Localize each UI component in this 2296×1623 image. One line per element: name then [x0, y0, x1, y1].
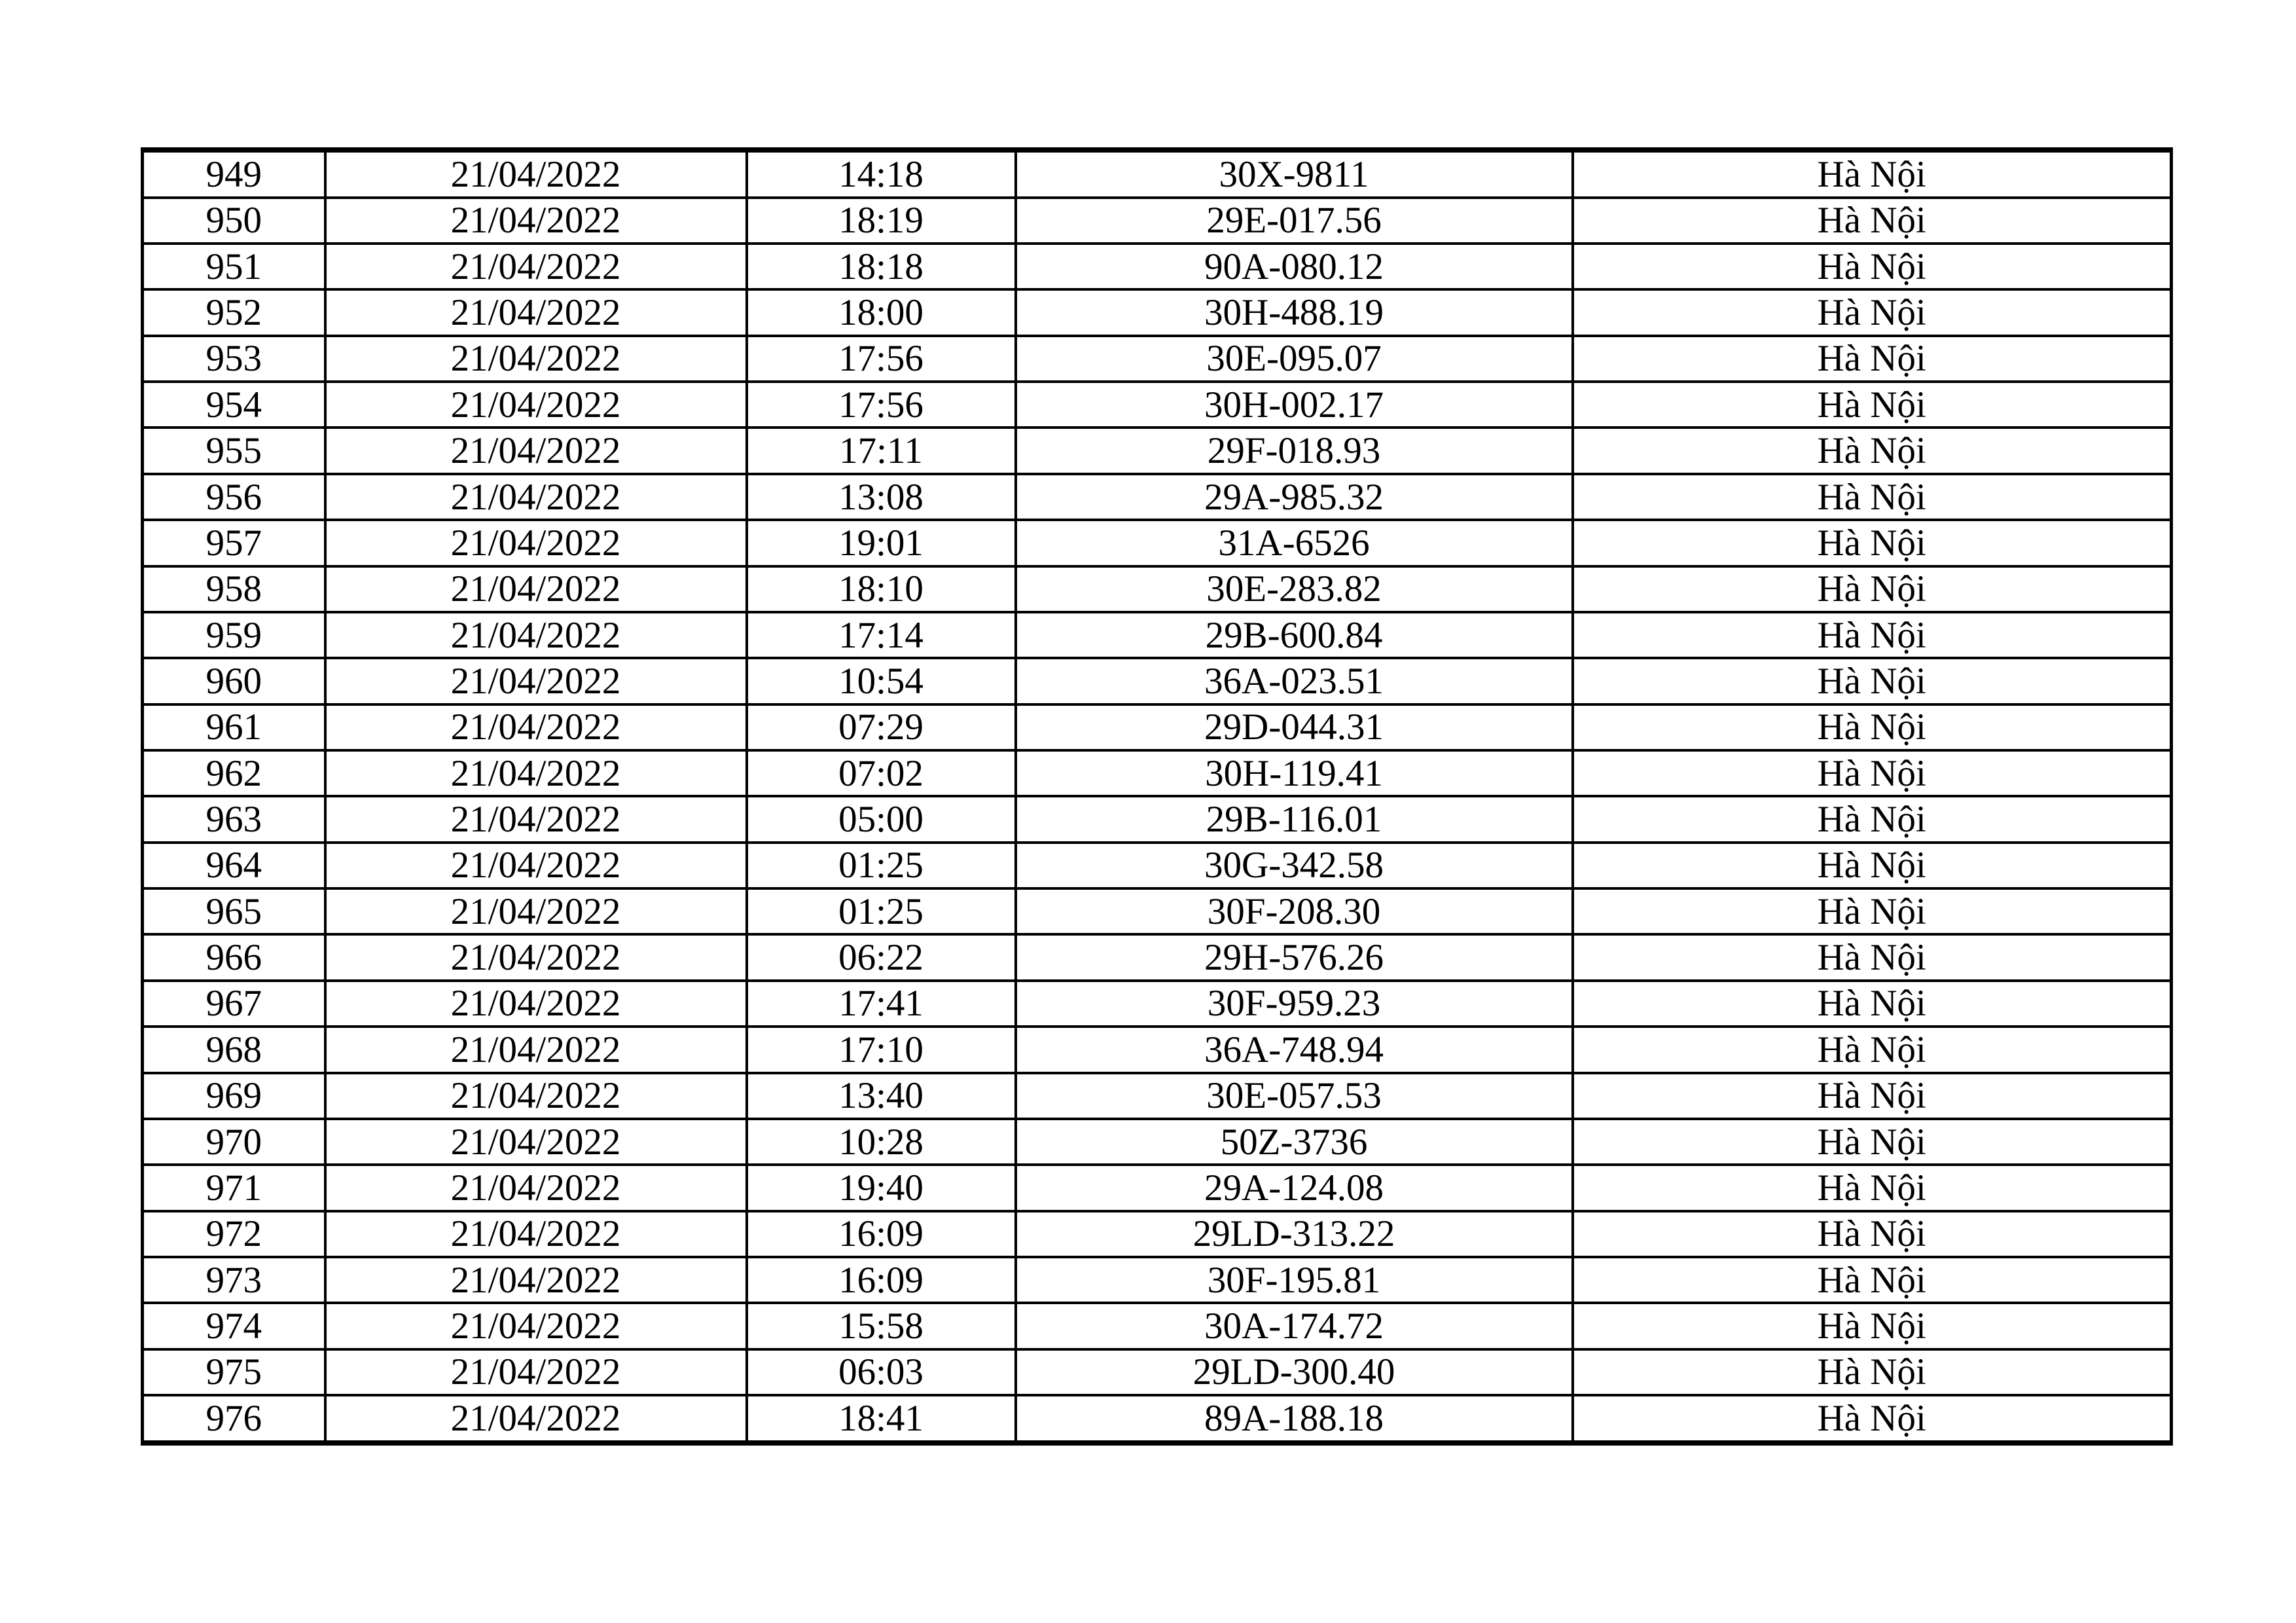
cell-stt: 957: [143, 520, 325, 566]
table-row: [143, 566, 2172, 612]
cell-time: 07:02: [747, 750, 1016, 796]
cell-stt: 969: [143, 1073, 325, 1119]
cell-location: Hà Nội: [1573, 336, 2172, 382]
cell-stt: 949: [143, 150, 325, 198]
cell-location: Hà Nội: [1573, 198, 2172, 244]
table-row: [143, 888, 2172, 934]
cell-plate: 89A-188.18: [1016, 1395, 1573, 1443]
cell-time: 18:10: [747, 566, 1016, 612]
cell-time: 13:40: [747, 1073, 1016, 1119]
cell-time: 06:03: [747, 1349, 1016, 1395]
cell-location: Hà Nội: [1573, 843, 2172, 888]
table-row: [143, 750, 2172, 796]
cell-plate: 30F-959.23: [1016, 981, 1573, 1027]
cell-stt: 963: [143, 796, 325, 842]
cell-plate: 50Z-3736: [1016, 1119, 1573, 1165]
cell-stt: 954: [143, 382, 325, 428]
cell-time: 17:41: [747, 981, 1016, 1027]
cell-stt: 968: [143, 1027, 325, 1072]
cell-time: 16:09: [747, 1211, 1016, 1257]
table-row: [143, 198, 2172, 244]
cell-stt: 953: [143, 336, 325, 382]
cell-plate: 30H-002.17: [1016, 382, 1573, 428]
table-row: [143, 1303, 2172, 1349]
cell-date: 21/04/2022: [325, 1211, 747, 1257]
cell-location: Hà Nội: [1573, 289, 2172, 335]
cell-time: 18:00: [747, 289, 1016, 335]
cell-stt: 973: [143, 1257, 325, 1303]
cell-plate: 30G-342.58: [1016, 843, 1573, 888]
cell-plate: 29H-576.26: [1016, 934, 1573, 980]
cell-location: Hà Nội: [1573, 1395, 2172, 1443]
cell-plate: 30A-174.72: [1016, 1303, 1573, 1349]
cell-stt: 976: [143, 1395, 325, 1443]
table-row: [143, 1119, 2172, 1165]
table-row: [143, 796, 2172, 842]
table-row: [143, 1165, 2172, 1211]
cell-time: 01:25: [747, 888, 1016, 934]
cell-date: 21/04/2022: [325, 198, 747, 244]
cell-plate: 29A-985.32: [1016, 474, 1573, 520]
cell-date: 21/04/2022: [325, 428, 747, 473]
cell-stt: 964: [143, 843, 325, 888]
cell-date: 21/04/2022: [325, 750, 747, 796]
cell-stt: 958: [143, 566, 325, 612]
cell-time: 01:25: [747, 843, 1016, 888]
cell-date: 21/04/2022: [325, 843, 747, 888]
cell-date: 21/04/2022: [325, 382, 747, 428]
cell-date: 21/04/2022: [325, 934, 747, 980]
cell-location: Hà Nội: [1573, 1027, 2172, 1072]
cell-stt: 950: [143, 198, 325, 244]
cell-plate: 30E-057.53: [1016, 1073, 1573, 1119]
cell-plate: 30E-283.82: [1016, 566, 1573, 612]
cell-stt: 966: [143, 934, 325, 980]
cell-plate: 30H-488.19: [1016, 289, 1573, 335]
cell-date: 21/04/2022: [325, 520, 747, 566]
cell-stt: 951: [143, 244, 325, 289]
cell-location: Hà Nội: [1573, 474, 2172, 520]
table-row: [143, 658, 2172, 704]
cell-location: Hà Nội: [1573, 1119, 2172, 1165]
cell-location: Hà Nội: [1573, 1349, 2172, 1395]
table-row: [143, 150, 2172, 198]
cell-location: Hà Nội: [1573, 888, 2172, 934]
cell-location: Hà Nội: [1573, 382, 2172, 428]
table-row: [143, 1211, 2172, 1257]
cell-stt: 970: [143, 1119, 325, 1165]
cell-plate: 36A-023.51: [1016, 658, 1573, 704]
table-row: [143, 1257, 2172, 1303]
cell-location: Hà Nội: [1573, 658, 2172, 704]
cell-date: 21/04/2022: [325, 336, 747, 382]
cell-stt: 962: [143, 750, 325, 796]
cell-time: 18:19: [747, 198, 1016, 244]
cell-date: 21/04/2022: [325, 1395, 747, 1443]
cell-date: 21/04/2022: [325, 704, 747, 750]
cell-time: 17:56: [747, 382, 1016, 428]
cell-date: 21/04/2022: [325, 796, 747, 842]
cell-date: 21/04/2022: [325, 658, 747, 704]
table-row: [143, 843, 2172, 888]
table-row: [143, 1349, 2172, 1395]
table-row: [143, 336, 2172, 382]
cell-location: Hà Nội: [1573, 150, 2172, 198]
cell-stt: 952: [143, 289, 325, 335]
cell-date: 21/04/2022: [325, 1165, 747, 1211]
cell-time: 14:18: [747, 150, 1016, 198]
cell-plate: 29B-600.84: [1016, 612, 1573, 658]
cell-location: Hà Nội: [1573, 244, 2172, 289]
cell-plate: 31A-6526: [1016, 520, 1573, 566]
cell-location: Hà Nội: [1573, 796, 2172, 842]
cell-plate: 36A-748.94: [1016, 1027, 1573, 1072]
cell-time: 18:41: [747, 1395, 1016, 1443]
table-row: [143, 382, 2172, 428]
cell-date: 21/04/2022: [325, 150, 747, 198]
cell-stt: 974: [143, 1303, 325, 1349]
cell-plate: 30F-208.30: [1016, 888, 1573, 934]
cell-location: Hà Nội: [1573, 1073, 2172, 1119]
cell-location: Hà Nội: [1573, 750, 2172, 796]
cell-date: 21/04/2022: [325, 612, 747, 658]
table-row: [143, 244, 2172, 289]
cell-location: Hà Nội: [1573, 1303, 2172, 1349]
cell-plate: 29F-018.93: [1016, 428, 1573, 473]
cell-date: 21/04/2022: [325, 1349, 747, 1395]
cell-plate: 29LD-300.40: [1016, 1349, 1573, 1395]
cell-plate: 29B-116.01: [1016, 796, 1573, 842]
cell-date: 21/04/2022: [325, 289, 747, 335]
table-row: [143, 289, 2172, 335]
cell-date: 21/04/2022: [325, 1119, 747, 1165]
table-row: [143, 1395, 2172, 1443]
cell-plate: 90A-080.12: [1016, 244, 1573, 289]
table-row: [143, 612, 2172, 658]
table-row: [143, 1027, 2172, 1072]
cell-plate: 30X-9811: [1016, 150, 1573, 198]
cell-date: 21/04/2022: [325, 474, 747, 520]
cell-plate: 29LD-313.22: [1016, 1211, 1573, 1257]
cell-location: Hà Nội: [1573, 704, 2172, 750]
cell-time: 10:54: [747, 658, 1016, 704]
cell-time: 06:22: [747, 934, 1016, 980]
violation-table-body: [143, 150, 2172, 1443]
cell-location: Hà Nội: [1573, 566, 2172, 612]
cell-plate: 29D-044.31: [1016, 704, 1573, 750]
cell-time: 18:18: [747, 244, 1016, 289]
cell-location: Hà Nội: [1573, 1211, 2172, 1257]
cell-date: 21/04/2022: [325, 981, 747, 1027]
cell-time: 17:10: [747, 1027, 1016, 1072]
cell-stt: 959: [143, 612, 325, 658]
cell-stt: 971: [143, 1165, 325, 1211]
cell-date: 21/04/2022: [325, 566, 747, 612]
cell-time: 16:09: [747, 1257, 1016, 1303]
cell-time: 15:58: [747, 1303, 1016, 1349]
table-row: [143, 474, 2172, 520]
cell-date: 21/04/2022: [325, 1257, 747, 1303]
cell-date: 21/04/2022: [325, 888, 747, 934]
cell-location: Hà Nội: [1573, 428, 2172, 473]
cell-date: 21/04/2022: [325, 244, 747, 289]
cell-location: Hà Nội: [1573, 981, 2172, 1027]
cell-time: 07:29: [747, 704, 1016, 750]
cell-time: 17:11: [747, 428, 1016, 473]
cell-location: Hà Nội: [1573, 612, 2172, 658]
cell-plate: 30F-195.81: [1016, 1257, 1573, 1303]
table-row: [143, 520, 2172, 566]
cell-date: 21/04/2022: [325, 1303, 747, 1349]
violation-table: [141, 147, 2173, 1446]
table-row: [143, 1073, 2172, 1119]
cell-plate: 29E-017.56: [1016, 198, 1573, 244]
cell-stt: 972: [143, 1211, 325, 1257]
table-row: [143, 981, 2172, 1027]
cell-stt: 965: [143, 888, 325, 934]
cell-plate: 30E-095.07: [1016, 336, 1573, 382]
table-row: [143, 428, 2172, 473]
cell-stt: 967: [143, 981, 325, 1027]
cell-stt: 961: [143, 704, 325, 750]
cell-time: 17:14: [747, 612, 1016, 658]
cell-stt: 955: [143, 428, 325, 473]
cell-time: 10:28: [747, 1119, 1016, 1165]
cell-stt: 975: [143, 1349, 325, 1395]
cell-time: 19:01: [747, 520, 1016, 566]
cell-time: 19:40: [747, 1165, 1016, 1211]
cell-plate: 30H-119.41: [1016, 750, 1573, 796]
cell-time: 05:00: [747, 796, 1016, 842]
table-row: [143, 704, 2172, 750]
cell-plate: 29A-124.08: [1016, 1165, 1573, 1211]
cell-location: Hà Nội: [1573, 1165, 2172, 1211]
cell-location: Hà Nội: [1573, 934, 2172, 980]
cell-location: Hà Nội: [1573, 1257, 2172, 1303]
cell-time: 13:08: [747, 474, 1016, 520]
cell-stt: 956: [143, 474, 325, 520]
cell-location: Hà Nội: [1573, 520, 2172, 566]
cell-date: 21/04/2022: [325, 1073, 747, 1119]
cell-time: 17:56: [747, 336, 1016, 382]
cell-stt: 960: [143, 658, 325, 704]
cell-date: 21/04/2022: [325, 1027, 747, 1072]
table-row: [143, 934, 2172, 980]
